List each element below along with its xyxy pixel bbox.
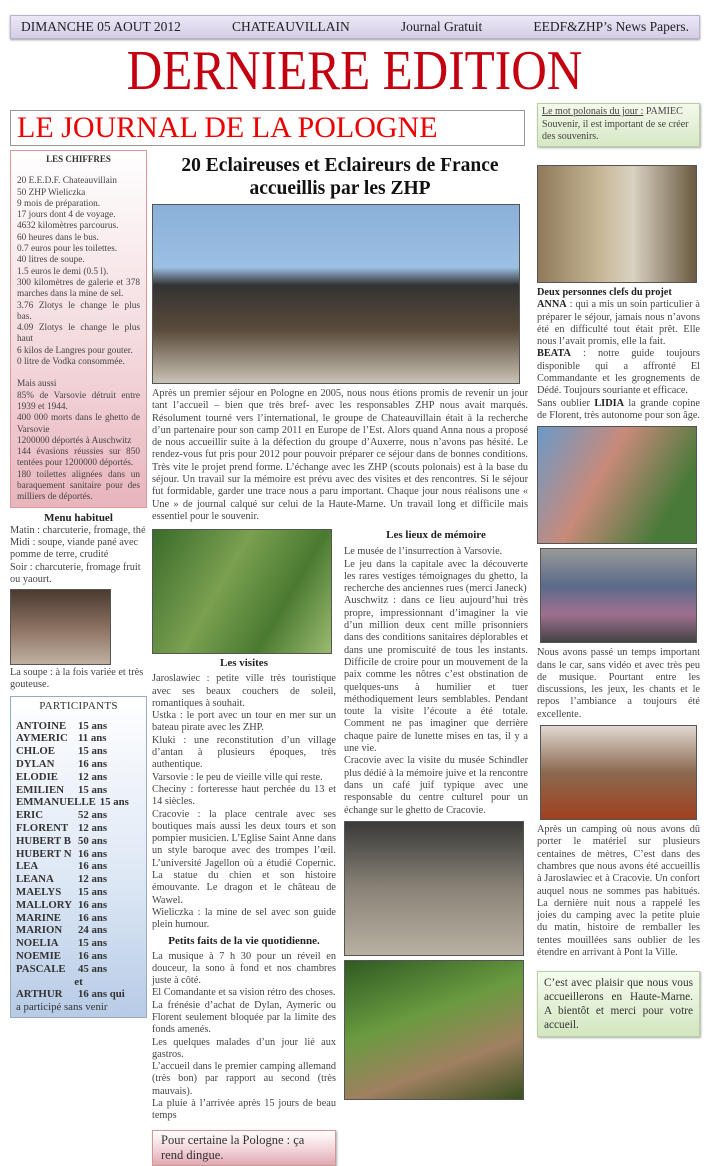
- page-title: DERNIERE EDITION: [126, 40, 583, 102]
- figure-line: 4632 kilomètres parcourus.: [17, 221, 119, 232]
- children-photo: [537, 426, 697, 544]
- participant-age: 15 ans: [78, 886, 108, 899]
- menu-line: Soir : charcuterie, fromage fruit ou yaourt.: [10, 561, 141, 585]
- participant-name: NOEMIE: [16, 950, 61, 963]
- participant-name: AYMERIC: [16, 732, 68, 745]
- participant-row: [16, 784, 141, 797]
- participant-name: DYLAN: [16, 758, 55, 771]
- figure-line: 3.76 Zlotys le change le plus bas.: [17, 300, 140, 322]
- participant-name: EMILIEN: [16, 783, 64, 796]
- figure-line: 9 mois de préparation.: [17, 198, 101, 209]
- participant-row: [16, 860, 141, 873]
- lidia-name: LIDIA: [594, 397, 625, 409]
- daily-title: Petits faits de la vie quotidienne.: [168, 934, 320, 947]
- participant-row: [16, 796, 141, 809]
- participant-row: [16, 758, 141, 771]
- bus-text: Nous avons passé un temps important dans le car, sans vidéo et avec très peu de musique. Pourtant entre les discussions, les jeux, les chants et le repos l’ambiance a toujours été excellente.: [537, 647, 700, 720]
- participant-age: 15 ans: [78, 719, 108, 732]
- participant-row: [16, 937, 141, 950]
- menu-section: [10, 512, 147, 692]
- bus-photo: [540, 548, 697, 643]
- participant-age: 24 ans: [78, 924, 108, 937]
- participant-row: [16, 835, 141, 848]
- figures-title: LES CHIFFRES: [46, 154, 111, 164]
- participant-row: [16, 771, 141, 784]
- menu-line: Matin : charcuterie, fromage, thé: [10, 524, 146, 536]
- participant-name: MAELYS: [16, 886, 62, 899]
- participant-age: 15 ans: [78, 745, 108, 758]
- aussi-title: Mais aussi: [17, 379, 57, 390]
- figure-line: 0.7 euros pour les toilettes.: [17, 244, 118, 255]
- participant-age: 15 ans: [78, 937, 108, 950]
- visit-item: Checiny : forteresse haut perchée du 13 et 14 siècles.: [152, 783, 336, 808]
- key-people-title: Deux personnes clefs du projet: [537, 287, 672, 298]
- participant-age: 12 ans: [78, 873, 108, 886]
- subtitle: LE JOURNAL DE LA POLOGNE: [10, 110, 525, 146]
- camping-text: Après un camping où nous avons dû porter le matériel sur plusieurs centaines de mètres, C’est dans des chambres que nous avons été accueillis à Jaroslawiec et à Cracovie. Un confort auquel nous ne sommes pas habitués. La dernière nuit nous a rappelé les joies du camping avec la petite pluie du matin, histoire de remballer les tentes mouillées sans oublier de les étendre en arrivant à Pont la Ville.: [537, 824, 700, 959]
- room-photo: [540, 725, 697, 820]
- participants-et: et: [74, 975, 83, 988]
- key-people-text: [537, 287, 700, 422]
- figure-line: 1.5 euros le demi (0.5 l).: [17, 266, 109, 277]
- word: PAMIEC: [643, 106, 683, 117]
- participant-name: MARINE: [16, 911, 61, 924]
- beata-name: BEATA: [537, 348, 571, 360]
- right-column: [537, 165, 700, 1037]
- participant-row: [16, 912, 141, 925]
- memory-title: Les lieux de mémoire: [386, 529, 486, 542]
- auschwitz-photo: [344, 821, 524, 956]
- participant-row: [16, 924, 141, 937]
- participant-age: 16 ans: [78, 860, 108, 873]
- soup-photo: [10, 589, 111, 665]
- participant-name: PASCALE: [16, 962, 66, 975]
- menu-caption: La soupe : à la fois variée et très gouteuse.: [10, 667, 144, 691]
- figure-line: 400 000 morts dans le ghetto de Varsovie: [17, 413, 140, 435]
- free-label: Journal Gratuit: [400, 19, 483, 34]
- lower-columns: [152, 529, 528, 1165]
- participant-name: LEA: [16, 860, 39, 873]
- participant-row: [16, 899, 141, 912]
- participants-box: [10, 696, 147, 1018]
- daily-item: La frénésie d’achat de Dylan, Aymeric ou Florent seulement bloquée par la limite des fonds amenés.: [152, 999, 336, 1036]
- participant-row: [16, 886, 141, 899]
- anna-text: : qui a mis un soin particulier à préparer le séjour, jamais nous n’avons été en difficulté tout était prêt. Elle nous l’avait promis, elle la fait.: [537, 299, 700, 348]
- participant-name: ELODIE: [16, 770, 59, 783]
- daily-item: La pluie à l’arrivée après 15 jours de beau temps: [152, 1098, 336, 1122]
- daily-item: El Comandante et sa vision rétro des choses.: [152, 987, 336, 999]
- participant-age: 15 ans: [78, 783, 108, 796]
- daily-item: Les quelques malades d’un jour lié aux gastros.: [152, 1036, 336, 1060]
- participant-age: 16 ans: [78, 758, 108, 771]
- visit-item: Cracovie : la place centrale avec ses boutiques mais aussi les deux tours et son pompier musicien. L’Eglise Saint Anne dans un style baroque avec des trompes l’œil. L’université Jagellon où a étudié Copernic. La statue du chien et son histoire émouvante. Le dragon et le château de Wawel.: [152, 808, 336, 906]
- memory-item: Le jeu dans la capitale avec la découverte les rares vestiges témoignages du ghetto, la recherche des anciennes rues (merci Janeck): [344, 558, 528, 595]
- participant-age: 45 ans: [78, 962, 108, 975]
- figures-box: [10, 150, 147, 508]
- menu-line: Midi : soupe, viande pané avec pomme de terre, crudité: [10, 536, 139, 561]
- visit-item: Kluki : une reconstitution d’un village d’antan à plusieurs époques, très authentique.: [152, 734, 336, 771]
- participant-row: [16, 848, 141, 861]
- visit-item: Jaroslawiec : petite ville très touristique avec ses beaux couchers de soleil, romantiques à souhait.: [152, 673, 336, 709]
- participant-age: 50 ans: [78, 834, 108, 847]
- daily-item: L’accueil dans le premier camping allemand (très bon) par rapport au second (très mauvais).: [152, 1061, 336, 1097]
- memory-item: Le musée de l’insurrection à Varsovie.: [344, 546, 503, 558]
- menu-title: Menu habituel: [44, 511, 113, 524]
- figure-line: 85% de Varsovie détruit entre 1939 et 1944.: [17, 390, 140, 412]
- participant-age: 12 ans: [78, 770, 108, 783]
- word-label: Le mot polonais du jour :: [542, 106, 644, 117]
- place: CHATEAUVILLAIN: [232, 19, 350, 34]
- participant-age: 16 ans qui: [78, 988, 125, 1001]
- participant-row: [16, 732, 141, 745]
- participant-age: 16 ans: [78, 911, 108, 924]
- beata-text: : notre guide toujours disponible qui a affronté El Commandante et les grognements de Dédé. Toujours souriante et efficace.: [537, 348, 700, 397]
- middle-column: [152, 154, 528, 1166]
- key-people-photo: [537, 165, 697, 283]
- participant-row: [16, 963, 141, 976]
- lidia-pre: Sans oublier: [537, 397, 595, 409]
- visits-column: [152, 529, 336, 1165]
- memory-column: [344, 529, 528, 1165]
- participant-row: [16, 809, 141, 822]
- participant-name: MALLORY: [16, 898, 73, 911]
- village-photo: [152, 529, 332, 654]
- word-text: Souvenir, il est important de se créer des souvenirs.: [542, 118, 689, 142]
- figure-line: 144 évasions réussies sur 850 tentées pour 1200000 déportés.: [17, 447, 140, 469]
- participant-note: a participé sans venir: [16, 1001, 108, 1014]
- figure-line: 4.09 Zlotys le change le plus haut: [17, 323, 140, 345]
- farewell-box: C’est avec plaisir que nous vous accueillerons en Haute-Marne. A bientôt et merci pour votre accueil.: [537, 971, 700, 1037]
- visit-item: Wieliczka : la mine de sel avec son guide plein humour.: [152, 906, 336, 931]
- headline: 20 Eclaireuses et Eclaireurs de France accueillis par les ZHP: [181, 155, 499, 199]
- participant-age: 16 ans: [78, 847, 108, 860]
- participant-name: MARION: [16, 924, 63, 937]
- participant-name: EMMANUELLE: [16, 796, 96, 809]
- participant-age: 12 ans: [78, 822, 108, 835]
- participant-age: 16 ans: [78, 898, 108, 911]
- group-photo-ship: [152, 204, 520, 384]
- anna-name: ANNA: [537, 299, 567, 311]
- word-of-day-box: [537, 103, 700, 147]
- memory-item: Auschwitz : dans ce lieu aujourd’hui très propre, impressionnant d’imaginer la vie d’un million deux cent mille prisonniers dans des conditions sanitaires déplorables et dans une promiscuité de tous les instants. Difficile de croire pour un mouvement de la paix comme les nôtres c’est obstination de quelques-uns à humilier et tuer méthodiquement leurs semblables. Pendant toute la visite l’écoute a été totale. Comment ne pas imaginer que derrière chaque paire de lunette mises en tas, il y a une vie.: [344, 595, 528, 755]
- figure-line: 6 kilos de Langres pour gouter.: [17, 345, 133, 356]
- figure-line: 17 jours dont 4 de voyage.: [17, 210, 116, 221]
- daily-item: La musique à 7 h 30 pour un réveil en douceur, la sono à fond et nos chambres juste à côté.: [152, 950, 336, 987]
- participant-age: 11 ans: [78, 732, 107, 745]
- participant-name: HUBERT B: [16, 834, 71, 847]
- intro-article: Après un premier séjour en Pologne en 2005, nous nous étions promis de revenir un jour tant l’accueil – bien que très bref- avec les responsables ZHP nous avait marqués. Résolument tourné vers l’international, le groupe de Chateauvillain était à la recherche d’un partenaire pour son camp 2011 en Europe de l’Est. Alors quand Anna nous a proposé de nous accueillir suite à la défection du groupe d’Auxerre, nous n’avons pas hésité. Le rendez-vous fut pris pour 2012 pour pouvoir préparer ce séjour dans de bonnes conditions. Très vite le projet prend forme. L’échange avec les ZHP (scouts polonais) est à la base du séjour. Un travail sur la mémoire est prévu avec des visites et des rencontres. Si le séjour fut formidable, garder une trace nous a paru important. Chaque jour nous réalisons une « Une » de journal calqué sur celui de la Haute-Marne. Un travail long et difficile mais essentiel pour le souvenir.: [152, 388, 528, 522]
- lidia-text: la grande copine de Florent, très autonome pour son âge.: [537, 397, 700, 421]
- figure-line: 60 heures dans le bus.: [17, 232, 99, 243]
- participant-name: ERIC: [16, 809, 43, 822]
- participant-row: [16, 720, 141, 733]
- figure-line: 0 litre de Vodka consommée.: [17, 357, 125, 368]
- visit-item: Ustka : le port avec un tour en mer sur un bateau pirate avec les ZHP.: [152, 710, 336, 734]
- participant-name: FLORENT: [16, 822, 69, 835]
- brand: EEDF&ZHP’s News Papers.: [533, 19, 689, 34]
- participant-name: HUBERT N: [16, 847, 72, 860]
- left-column: [10, 150, 147, 1018]
- participants-title: PARTICIPANTS: [39, 699, 118, 712]
- date: DIMANCHE 05 AOUT 2012: [21, 19, 181, 34]
- figure-line: 20 E.E.D.F. Chateauvillain: [17, 176, 117, 187]
- participant-row: [16, 822, 141, 835]
- figure-line: 180 toilettes alignées dans un baraquement sanitaire pour des milliers de déportés.: [17, 469, 140, 503]
- figure-line: 40 litres de soupe.: [17, 255, 85, 266]
- participant-name: NOELIA: [16, 937, 59, 950]
- participant-row: [16, 873, 141, 886]
- visits-title: Les visites: [220, 657, 268, 670]
- participant-row: [16, 745, 141, 758]
- masthead-bar: [10, 15, 700, 39]
- memory-item: Cracovie avec la visite du musée Schindler plus dédié à la mémoire juive et la rencontre dans un café juif typique avec une responsable du centre culturel pour un échange sur le ghetto de Cracovie.: [344, 755, 528, 816]
- participant-age: 16 ans: [78, 950, 108, 963]
- participant-name: ANTOINE: [16, 719, 67, 732]
- participant-age: 15 ans: [99, 796, 129, 809]
- figure-line: 1200000 déportés à Auschwitz: [17, 435, 132, 446]
- participant-age: 52 ans: [78, 809, 108, 822]
- figure-line: 50 ZHP Wieliczka: [17, 187, 86, 198]
- visit-item: Varsovie : le peu de vieille ville qui reste.: [152, 771, 323, 783]
- quote-box: Pour certaine la Pologne : ça rend dingue.: [152, 1130, 336, 1166]
- participant-row: [16, 950, 141, 963]
- participant-name: LEANA: [16, 873, 54, 886]
- figure-line: 300 kilomètres de galerie et 378 marches dans la mine de sel.: [17, 277, 140, 300]
- girl-photo: [344, 960, 524, 1100]
- participant-name: ARTHUR: [16, 988, 63, 1001]
- participant-name: CHLOE: [16, 745, 55, 758]
